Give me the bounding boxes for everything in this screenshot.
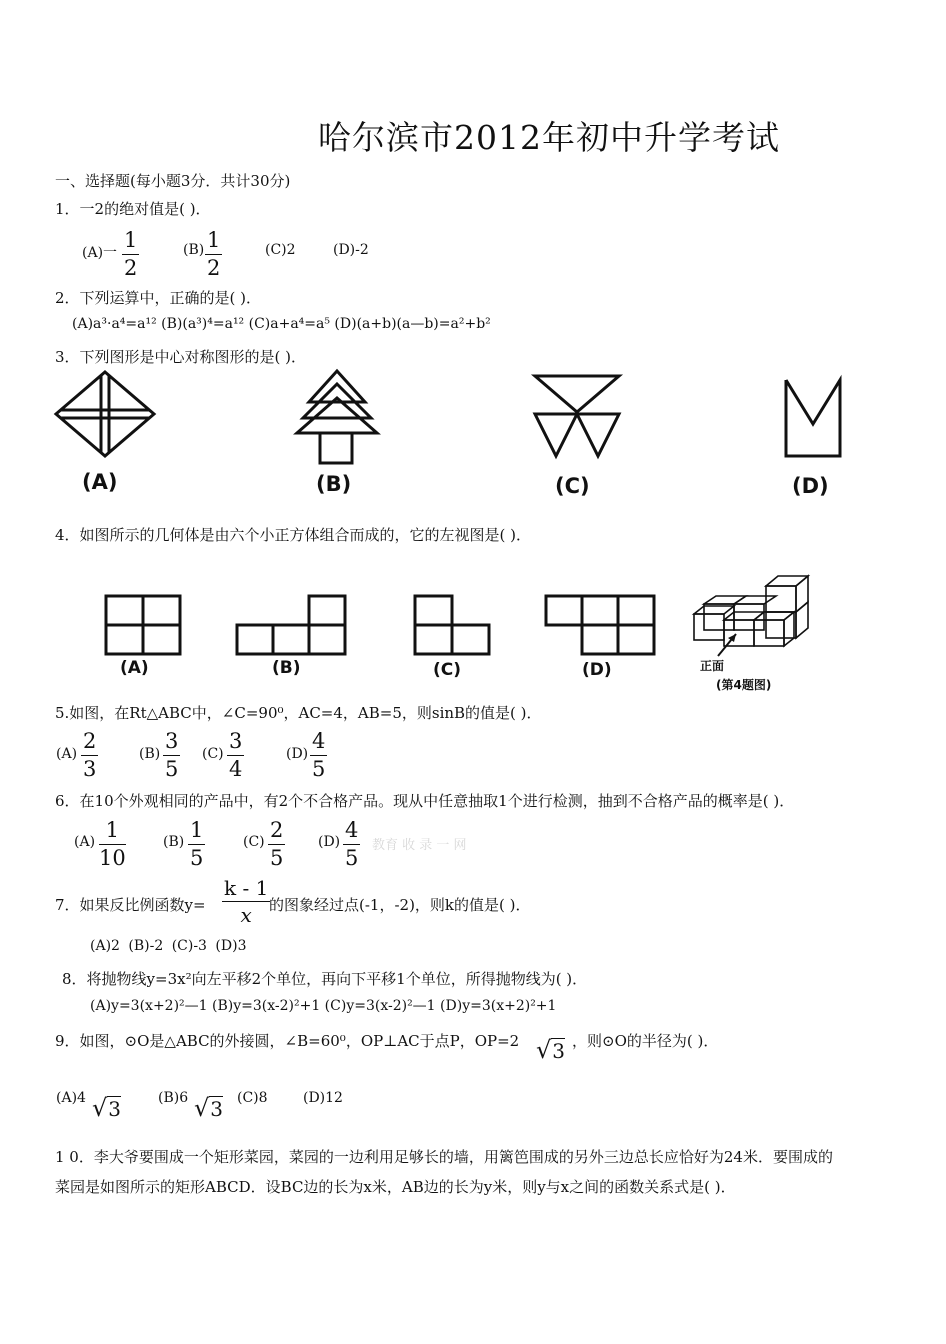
q4-figure-c xyxy=(413,594,493,656)
q3-figure-c xyxy=(533,374,621,460)
question-7-stem-a: 7．如果反比例函数y= xyxy=(55,896,206,914)
q1-option-b-label: (B) xyxy=(183,242,205,258)
section-heading: 一、选择题(每小题3分．共计30分) xyxy=(55,172,291,190)
question-6-stem: 6．在10个外观相同的产品中，有2个不合格产品。现从中任意抽取1个进行检测，抽到不合格产品的概率是( )． xyxy=(55,792,795,810)
q5-option-d-fraction: 4 5 xyxy=(312,729,326,781)
question-9-stem-a: 9．如图，⊙O是△ABC的外接圆，∠B=60⁰，OP⊥AC于点P，OP=2 xyxy=(55,1032,520,1050)
q4-label-d: (D) xyxy=(582,660,612,680)
q9-option-b-sqrt: √3 xyxy=(194,1094,224,1122)
q4-figure-d xyxy=(544,594,658,656)
q3-label-b: (B) xyxy=(316,472,352,496)
q9-sqrt: √3 xyxy=(536,1036,566,1064)
q6-option-d-label: (D) xyxy=(318,834,341,850)
q3-label-c: (C) xyxy=(555,474,590,498)
q7-fraction: k - 1 x xyxy=(224,876,269,927)
q3-label-a: (A) xyxy=(82,470,118,494)
q4-figure-b xyxy=(235,594,349,656)
q5-option-d-label: (D) xyxy=(286,746,309,762)
question-5-stem: 5.如图，在Rt△ABC中，∠C=90⁰，AC=4，AB=5，则sinB的值是( )． xyxy=(55,704,542,722)
q5-option-b-label: (B) xyxy=(139,746,161,762)
q8-options: (A)y=3(x+2)²—1 (B)y=3(x-2)²+1 (C)y=3(x-2)²—1 (D)y=3(x+2)²+1 xyxy=(90,998,557,1014)
question-1-stem: 1．一2的绝对值是( )． xyxy=(55,200,211,218)
q4-label-c: (C) xyxy=(433,660,462,680)
q5-option-c-fraction: 3 4 xyxy=(229,729,243,781)
question-4-stem: 4．如图所示的几何体是由六个小正方体组合而成的，它的左视图是( )． xyxy=(55,526,532,544)
q6-option-d-fraction: 4 5 xyxy=(345,818,359,870)
q1-option-a-label: (A)一 xyxy=(82,245,118,261)
q6-option-b-fraction: 1 5 xyxy=(190,818,204,870)
q3-figure-b xyxy=(295,368,379,466)
q9-option-a-sqrt: √3 xyxy=(92,1094,122,1122)
q4-label-a: (A) xyxy=(120,658,149,678)
q5-option-b-fraction: 3 5 xyxy=(165,729,179,781)
q1-option-c: (C)2 xyxy=(265,242,296,258)
q6-option-a-label: (A) xyxy=(74,834,96,850)
page-title: 哈尔滨市2012年初中升学考试 xyxy=(318,118,780,157)
q4-cube-figure xyxy=(690,570,820,662)
q6-option-c-label: (C) xyxy=(243,834,265,850)
q9-option-a: (A)4 xyxy=(56,1090,86,1106)
q9-option-c: (C)8 xyxy=(237,1090,268,1106)
question-10-line-2: 菜园是如图所示的矩形ABCD．设BC边的长为x米，AB边的长为y米，则y与x之间的函数关系式是( )． xyxy=(55,1178,736,1196)
q1-option-a-fraction: 1 2 xyxy=(124,228,138,280)
q5-option-a-label: (A) xyxy=(56,746,78,762)
q3-figure-a xyxy=(52,368,158,460)
q9-option-b: (B)6 xyxy=(158,1090,189,1106)
q7-options: (A)2 (B)-2 (C)-3 (D)3 xyxy=(90,938,247,954)
q4-caption: (第4题图) xyxy=(716,678,772,692)
q4-figure-a xyxy=(104,594,184,656)
q6-option-c-fraction: 2 5 xyxy=(270,818,284,870)
q4-front-label: 正面 xyxy=(700,659,725,673)
question-2-stem: 2．下列运算中，正确的是( )． xyxy=(55,289,262,307)
question-9-stem-b: ，则⊙O的半径为( )． xyxy=(572,1032,719,1050)
q1-option-d: (D)-2 xyxy=(333,242,369,258)
q6-watermark: 教育 收 录 一 网 xyxy=(372,838,467,853)
question-8-stem: 8．将抛物线y=3x²向左平移2个单位，再向下平移1个单位，所得抛物线为( )． xyxy=(62,970,588,988)
q5-option-a-fraction: 2 3 xyxy=(83,729,97,781)
q1-option-b-fraction: 1 2 xyxy=(207,228,221,280)
q4-label-b: (B) xyxy=(272,658,301,678)
q5-option-c-label: (C) xyxy=(202,746,224,762)
q3-label-d: (D) xyxy=(792,474,829,498)
question-7-stem-b: 的图象经过点(-1，-2)，则k的值是( )． xyxy=(269,896,531,914)
q6-option-b-label: (B) xyxy=(163,834,185,850)
q6-option-a-fraction: 1 10 xyxy=(99,818,126,870)
q9-option-d: (D)12 xyxy=(303,1090,343,1106)
question-3-stem: 3．下列图形是中心对称图形的是( )． xyxy=(55,348,307,366)
q2-options: (A)a³·a⁴=a¹² (B)(a³)⁴=a¹² (C)a+a⁴=a⁵ (D)(a+b)(a—b)=a²+b² xyxy=(72,316,491,332)
question-10-line-1: 1 0．李大爷要围成一个矩形菜园，菜园的一边利用足够长的墙，用篱笆围成的另外三边总长应恰好为24米．要围成的 xyxy=(55,1148,833,1166)
q3-figure-d xyxy=(780,376,846,458)
